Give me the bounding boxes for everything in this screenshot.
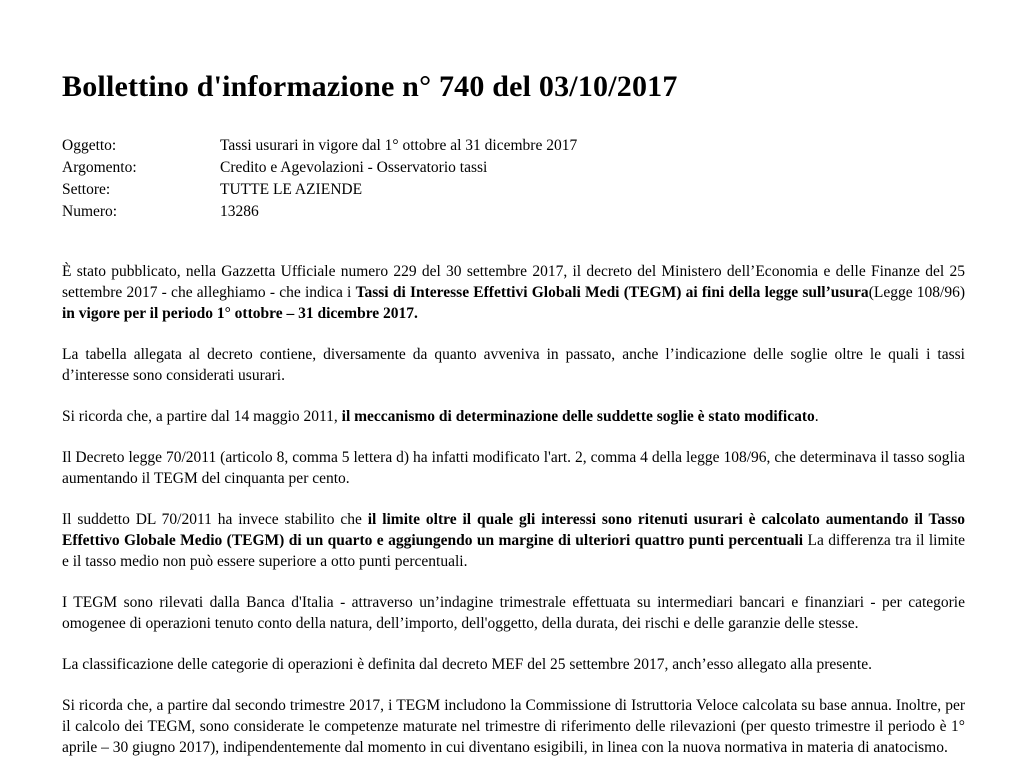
paragraph bbox=[62, 447, 965, 489]
paragraph bbox=[62, 592, 965, 634]
metadata-label: Oggetto: bbox=[62, 137, 117, 154]
metadata-label: Numero: bbox=[62, 203, 118, 220]
paragraph-text: . bbox=[814, 408, 819, 425]
paragraph-bold-text: Tassi di Interesse Effettivi Globali Medi (TEGM) ai fini della legge sull’usura bbox=[355, 284, 869, 301]
metadata-row bbox=[62, 157, 965, 179]
paragraph bbox=[62, 406, 965, 427]
document-body bbox=[62, 261, 965, 758]
paragraph-bold-text: in vigore per il periodo 1° ottobre – 31 dicembre 2017. bbox=[62, 305, 418, 322]
paragraph bbox=[62, 344, 965, 386]
paragraph-text: La differenza tra il limite e il tasso medio non può essere superiore a otto punti percentuali. bbox=[62, 532, 965, 570]
metadata-value: 13286 bbox=[220, 203, 259, 220]
paragraph-text: Si ricorda che, a partire dal 14 maggio 2011, bbox=[62, 408, 342, 425]
paragraph-text: Si ricorda che, a partire dal secondo trimestre 2017, i TEGM includono la Commissione di Istruttoria Veloce calcolata su base annua. Inoltre, per il calcolo dei TEGM, sono considerate le competenze maturate nel trimestre di riferimento delle rilevazioni (per questo trimestre il periodo è 1° aprile – 30 giugno 2017), indipendentemente dal momento in cui diventano esigibili, in linea con la nuova normativa in materia di anatocismo. bbox=[62, 697, 965, 756]
paragraph-text: (Legge 108/96) bbox=[868, 284, 966, 301]
paragraph bbox=[62, 261, 965, 324]
metadata-value: Tassi usurari in vigore dal 1° ottobre al 31 dicembre 2017 bbox=[220, 137, 578, 154]
metadata-list bbox=[62, 135, 965, 223]
paragraph bbox=[62, 654, 965, 675]
paragraph-text: I TEGM sono rilevati dalla Banca d'Italia - attraverso un’indagine trimestrale effettuata su intermediari bancari e finanziari - per categorie omogenee di operazioni tenuto conto della natura, dell’importo, dell'oggetto, della durata, dei rischi e delle garanzie delle stesse. bbox=[62, 594, 965, 632]
metadata-row bbox=[62, 201, 965, 223]
metadata-label: Argomento: bbox=[62, 159, 137, 176]
paragraph-text: È stato pubblicato, nella Gazzetta Ufficiale numero 229 del 30 settembre 2017, il decreto del Ministero dell’Economia e delle Finanze del 25 settembre 2017 - che alleghiamo - che indica i bbox=[62, 263, 965, 301]
paragraph-text: La classificazione delle categorie di operazioni è definita dal decreto MEF del 25 settembre 2017, anch’esso allegato alla presente. bbox=[62, 656, 872, 673]
paragraph-text: La tabella allegata al decreto contiene, diversamente da quanto avveniva in passato, anche l’indicazione delle soglie oltre le quali i tassi d’interesse sono considerati usurari. bbox=[62, 346, 965, 384]
metadata-value: Credito e Agevolazioni - Osservatorio tassi bbox=[220, 159, 488, 176]
metadata-row bbox=[62, 179, 965, 201]
metadata-value: TUTTE LE AZIENDE bbox=[220, 181, 363, 198]
paragraph-text: Il Decreto legge 70/2011 (articolo 8, comma 5 lettera d) ha infatti modificato l'art. 2, comma 4 della legge 108/96, che determinava il tasso soglia aumentando il TEGM del cinquanta per cento. bbox=[62, 449, 965, 487]
metadata-label: Settore: bbox=[62, 181, 111, 198]
paragraph bbox=[62, 509, 965, 572]
paragraph bbox=[62, 695, 965, 758]
metadata-row bbox=[62, 135, 965, 157]
page-title: Bollettino d'informazione n° 740 del 03/10/2017 bbox=[62, 70, 678, 103]
paragraph-bold-text: il meccanismo di determinazione delle suddette soglie è stato modificato bbox=[341, 408, 815, 425]
paragraph-bold-text: il limite oltre il quale gli interessi sono ritenuti usurari è calcolato aumentando il Tasso Effettivo Globale Medio (TEGM) di un quarto e aggiungendo un margine di ulteriori quattro punti percentuali bbox=[62, 511, 965, 549]
paragraph-text: Il suddetto DL 70/2011 ha invece stabilito che bbox=[62, 511, 368, 528]
